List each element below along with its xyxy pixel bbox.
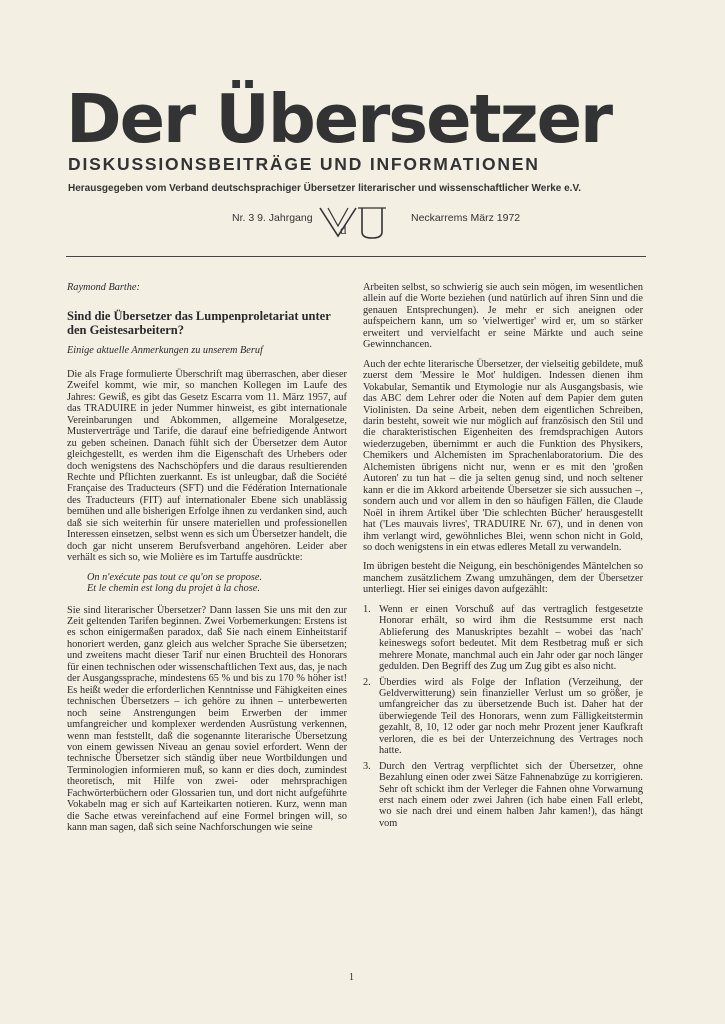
numbered-list [363, 604, 643, 830]
subtitle: DISKUSSIONSBEITRÄGE UND INFORMATIONEN [68, 154, 540, 174]
vdu-logo [318, 204, 398, 240]
publisher-line: Herausgegeben vom Verband deutschsprachiger Übersetzer literarischer und wissenschaftlicher Werke e.V. [68, 183, 581, 194]
list-number: 3. [363, 760, 371, 772]
article-title: Sind die Übersetzer das Lumpenproletariat unter den Geistesarbeitern? [67, 309, 331, 338]
paragraph: Die als Frage formulierte Überschrift mag überraschen, aber dieser Zweifel kommt, wie mir, so manchen Kollegen im Laufe des Jahres: Gewiß, es gibt das Gesetz Escarra vom 11. März 1957, auf das TRADUIRE in jeder Nummer hinweist, es gibt internationale Vereinbarungen und Abkommen, allgemeine Moralgesetze, Musterverträge und Tarife, die darauf eine befriedigende Antwort zu geben scheinen. Danach fühlt sich der Übersetzer dem Autor gleichgestellt, es werden ihm die Eigenschaft des Urhebers oder doch wenigstens des Nachschöpfers und die daraus resultierenden Rechte und Pflichten zuerkannt. Es ist unleugbar, daß die Société Française des Traducteurs (SFT) und die Fédération Internationale des Traducteurs (FIT) auf internationaler Ebene sich unablässig bemühen und alle bisherigen Erfolge ihnen zu verdanken sind, auch daß sie sich weiterhin für unsere materiellen und professionellen Interessen einsetzen, selbst wenn es sich um Übersetzer handelt, die doch gar nicht unserem Berufsverband angehören. Leider aber verhält es sich so, wie Molière es im Tartuffe ausdrückte: [67, 368, 347, 564]
quote-line: On n'exécute pas tout ce qu'on se propose. [87, 571, 263, 583]
paragraph: Im übrigen besteht die Neigung, ein beschönigendes Mäntelchen so manchem zusätzlichem Zwang umzuhängen, dem der Übersetzer unterliegt. Hier sei einiges davon aufgezählt: [363, 561, 643, 596]
paragraph: Arbeiten selbst, so schwierig sie auch sein mögen, im wesentlichen allein auf die Worte beziehen (und natürlich auf ihren Sinn und die genauen Entsprechungen). Je mehr er sich aneignen oder aufspeichern kann, um so 'vielwertiger' wird er, um so stärker erweitert und vervielfacht er seine Märkte und auch seine Gewinnchancen. [363, 282, 643, 351]
list-number: 2. [363, 676, 371, 688]
article-author: Raymond Barthe: [67, 282, 140, 293]
list-text: Durch den Vertrag verpflichtet sich der Übersetzer, ohne Bezahlung einen oder zwei Sätze Fahnenabzüge zu korrigieren. Sehr oft schickt ihm der Verleger die Fahnen ohne Vorwarnung erst nach einem oder zwei Jahren (ich habe einen Fall erlebt, wo sie nach drei und einem halben Jahr kamen!), das hängt vom [379, 760, 643, 829]
moliere-quote [67, 572, 347, 595]
page-number: 1 [349, 972, 354, 983]
right-column [363, 282, 643, 833]
place-date: Neckarrems März 1972 [411, 212, 521, 224]
list-text: Wenn er einen Vorschuß auf das vertraglich festgesetzte Honorar erhält, so wird ihm die Restsumme erst nach Ablieferung des Manuskriptes bezahlt – wobei das 'nach' keineswegs sofort bedeutet. Mit dem Restbetrag muß er sich mehrere Monate, manchmal auch ein Jahr oder gar noch länger gedulden. Den Begriff des Zug um Zug gibt es also nicht. [379, 603, 643, 673]
list-item [363, 677, 643, 757]
quote-line: Et le chemin est long du projet à la chose. [87, 583, 260, 595]
list-item [363, 604, 643, 673]
paragraph: Sie sind literarischer Übersetzer? Dann lassen Sie uns mit den zur Zeit geltenden Tarifen beginnen. Zwei Vorbemerkungen: Erstens ist es schon einigermaßen paradox, daß Sie nach einem Einheitstarif honoriert werden, ganz gleich aus welcher Sprache Sie übersetzen; und zweitens macht dieser Tarif nur einen Bruchteil des Honorars für einen technischen oder wissenschaftlichen Text aus, das, je nach der Ausgangssprache, mindestens 65 % und bis zu 170 % höher ist! Es heißt weder die erforderlichen Kenntnisse und Fähigkeiten eines technischen Übersetzers – ich gehöre zu ihnen – unterbewerten noch seine Anstrengungen beim Erwerben der immer umfangreicher und komplexer werdenden Ausrüstung verkennen, wenn man feststellt, daß die sogenannte literarische Übersetzung von einem gewissen Niveau an genau soviel erfordert. Wenn der technische Übersetzer sich ständig über neue Wortbildungen und Terminologien informieren muß, so kann er dies doch, zumindest theoretisch, mit Hilfe von zwei- oder mehrsprachigen Fachwörterbüchern oder Glossarien tun, und dort nicht aufgeführte Vokabeln mag er sich auf Karteikarten notieren. Kurz, wenn man die Sache etwas vereinfachend auf eine Formel bringen will, so kann man sagen, daß sich seine Nachforschungen wie seine [67, 604, 347, 834]
masthead: Der Übersetzer [66, 80, 612, 158]
vdu-logo-letter: d [340, 222, 347, 237]
list-text: Überdies wird als Folge der Inflation (Verzeihung, der Geldverwitterung) sein finanzieller Verlust um so größer, je umfangreicher das zu übersetzende Buch ist. Daher hat der überwiegende Teil des Honorars, wenn zum Fälligkeitstermin gezahlt, 8, 10, 12 oder gar noch mehr Prozent jener Kaufkraft verloren, die es bei der Unterzeichnung des Vertrages noch hatte. [379, 676, 643, 757]
header-divider [66, 256, 646, 257]
article-lede: Einige aktuelle Anmerkungen zu unserem Beruf [67, 345, 263, 357]
paragraph: Auch der echte literarische Übersetzer, der vielseitig gebildete, muß zuerst dem 'Messire le Mot' huldigen. Indessen dienen ihm Vokabular, Semantik und Etymologie nur als Ausgangsbasis, wie das ABC dem Lehrer oder die Noten auf dem Papier dem guten Violinisten. Da seine Arbeit, neben dem eigentlichen Schreiben, darin besteht, soweit wie nur möglich auf französisch den Stil und die charakteristischen Eigenheiten des fremdsprachigen Autors wiederzugeben, übernimmt er auch die Funktion des Physikers, Chemikers und Alchemisten im Sprachenlaboratorium. Die des Alchemisten übrigens nicht nur, wenn er es mit den 'großen Autoren' zu tun hat – die ja selten genug sind, und noch seltener kann er die im Akkord arbeitende Übersetzer sie sich aussuchen –, sondern auch und vor allem in den so häufigen Fällen, die Claude Noël in ihrem Artikel über 'Die schlechten Bücher' herausgestellt hat ('Les mauvais livres', TRADUIRE Nr. 67), und in denen von ihm verlangt wird, gewöhnliches Blei, wenn schon nicht in Gold, so doch wenigstens in ein etwas edleres Metall zu verwandeln. [363, 358, 643, 553]
list-number: 1. [363, 603, 371, 615]
issue-number: Nr. 3 9. Jahrgang [232, 212, 313, 224]
left-column [67, 282, 347, 842]
list-item [363, 761, 643, 830]
